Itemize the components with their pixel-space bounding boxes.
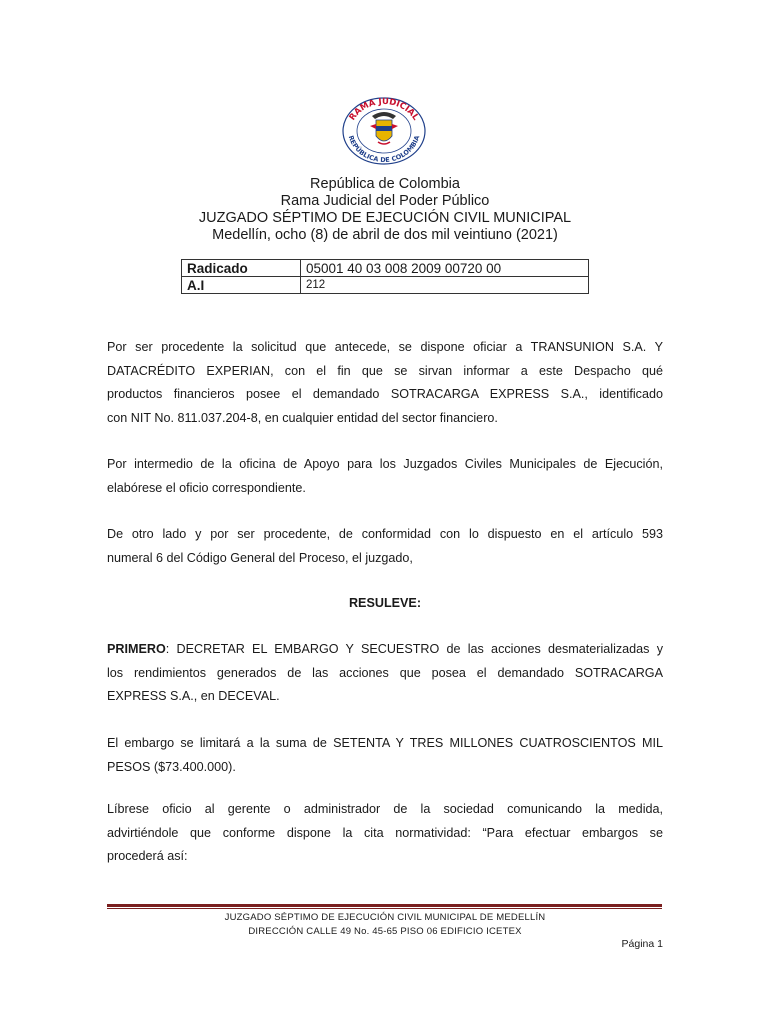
paragraph-oficiar <box>107 336 663 430</box>
paragraph-conformidad <box>107 523 663 570</box>
ai-value: 212 <box>301 277 589 294</box>
page-number: Página 1 <box>621 938 663 950</box>
text-line: los rendimientos generados de las acciones que posea el demandado SOTRACARGA <box>107 665 663 680</box>
text-line: Líbrese oficio al gerente o administrador de la sociedad comunicando la medida, <box>107 802 663 816</box>
primero-label: PRIMERO <box>107 642 166 656</box>
text-line: De otro lado y por ser procedente, de conformidad con lo dispuesto en el artículo 593 <box>107 527 663 541</box>
text-line: PESOS ($73.400.000). <box>107 759 236 774</box>
branch-name: Rama Judicial del Poder Público <box>280 193 490 209</box>
text-line: EXPRESS S.A., en DECEVAL. <box>107 689 280 703</box>
primero-text: : DECRETAR EL EMBARGO Y SECUESTRO de las acciones desmaterializadas y <box>165 642 663 656</box>
text-line: advirtiéndole que conforme dispone la cita normatividad: “Para efectuar embargos se <box>107 825 663 840</box>
radicado-label: Radicado <box>182 260 301 277</box>
court-header <box>0 176 770 244</box>
text-line: El embargo se limitará a la suma de SETENTA Y TRES MILLONES CUATROSCIENTOS MIL <box>107 736 663 750</box>
table-row <box>182 277 589 294</box>
footer-divider <box>107 904 662 907</box>
text-line: productos financieros posee el demandado SOTRACARGA EXPRESS S.A., identificado <box>107 387 663 401</box>
text-line: elabórese el oficio correspondiente. <box>107 480 306 495</box>
text-line: numeral 6 del Código General del Proceso, el juzgado, <box>107 550 413 565</box>
court-name: JUZGADO SÉPTIMO DE EJECUCIÓN CIVIL MUNICIPAL <box>198 210 572 226</box>
paragraph-oficina-apoyo <box>107 453 663 500</box>
paragraph-librese-oficio <box>107 798 663 869</box>
text-line: DATACRÉDITO EXPERIAN, con el fin que se sirvan informar a este Despacho qué <box>107 363 663 378</box>
date-line: Medellín, ocho (8) de abril de dos mil veintiuno (2021) <box>212 227 558 243</box>
rama-judicial-seal <box>336 96 432 166</box>
text-line: con NIT No. 811.037.204-8, en cualquier entidad del sector financiero. <box>107 410 498 425</box>
seal-top-text: RAMA JUDICIAL <box>347 96 421 123</box>
text-line: Por intermedio de la oficina de Apoyo para los Juzgados Civiles Municipales de Ejecución, <box>107 457 663 471</box>
paragraph-primero <box>107 638 663 709</box>
ai-label: A.I <box>182 277 301 294</box>
radicado-value: 05001 40 03 008 2009 00720 00 <box>301 260 589 277</box>
footer-court-name: JUZGADO SÉPTIMO DE EJECUCIÓN CIVIL MUNICIPAL DE MEDELLÍN <box>224 912 546 923</box>
case-info-table <box>181 259 589 294</box>
paragraph-limite-embargo <box>107 732 663 779</box>
text-line: procederá así: <box>107 849 188 863</box>
text-line <box>107 638 663 662</box>
country-name: República de Colombia <box>310 176 460 192</box>
table-row <box>182 260 589 277</box>
footer-address: DIRECCIÓN CALLE 49 No. 45-65 PISO 06 EDIFICIO ICETEX <box>248 926 522 937</box>
seal-bottom-text: REPÚBLICA DE COLOMBIA <box>346 134 422 165</box>
footer-divider-thin <box>107 908 662 909</box>
resolve-heading: RESULEVE: <box>348 596 422 610</box>
text-line: Por ser procedente la solicitud que antecede, se dispone oficiar a TRANSUNION S.A. Y <box>107 340 663 354</box>
